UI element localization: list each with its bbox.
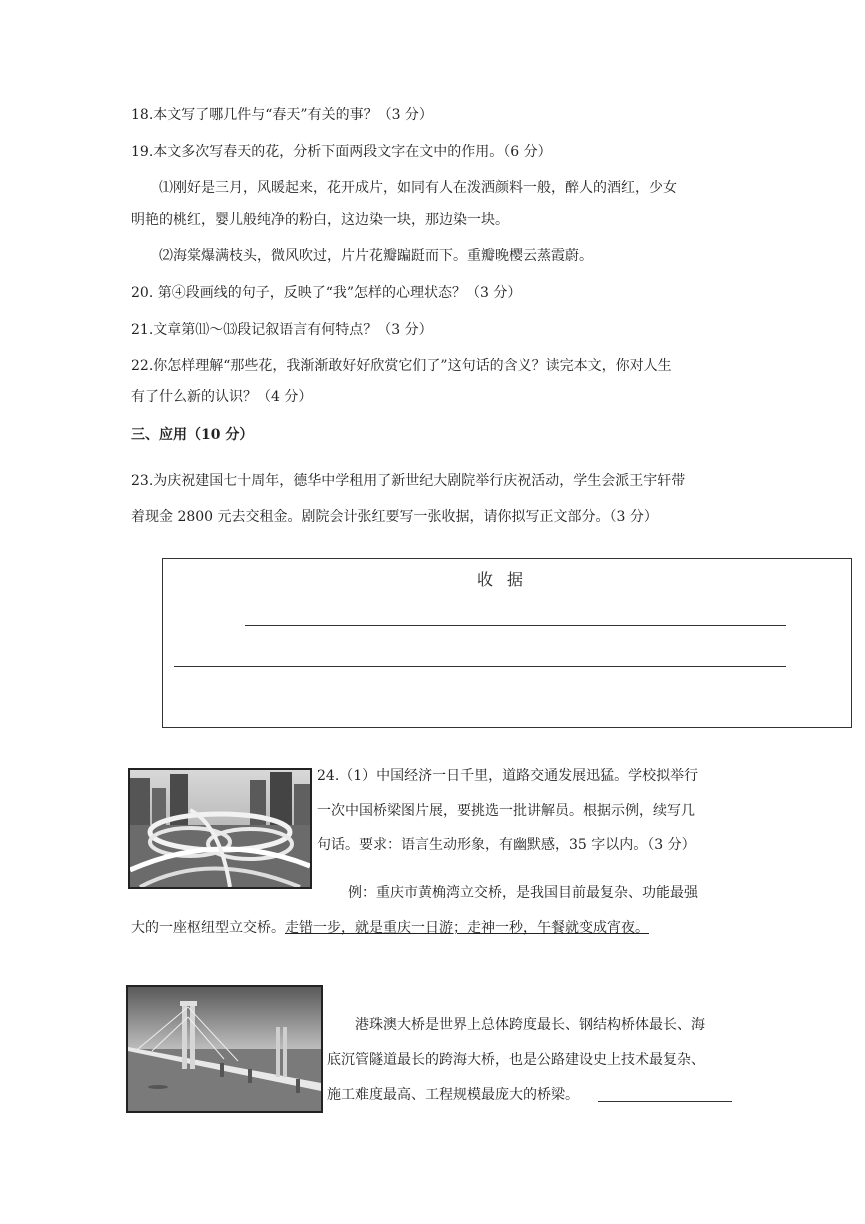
- question-19-passage-2: ⑵海棠爆满枝头，微风吹过，片片花瓣蹁跹而下。重瓣晚樱云蒸霞蔚。: [159, 248, 593, 264]
- question-24-example-line-2: [131, 918, 649, 938]
- interchange-bridge-photo: [128, 768, 312, 889]
- section-3-heading: 三、应用（10 分）: [131, 427, 254, 443]
- receipt-answer-line-2[interactable]: [174, 666, 786, 667]
- question-21: 21.文章第⑾～⒀段记叙语言有何特点？（3 分）: [131, 322, 433, 338]
- question-24-example-line-1: 例：重庆市黄桷湾立交桥，是我国目前最复杂、功能最强: [348, 885, 698, 901]
- question-19-passage-1-line-2: 明艳的桃红，婴儿般纯净的粉白，这边染一块，那边染一块。: [131, 212, 509, 228]
- question-18: 18.本文写了哪几件与“春天”有关的事？（3 分）: [131, 107, 433, 123]
- example-plain-text: 大的一座枢纽型立交桥。: [131, 920, 285, 936]
- question-24-line-3: 句话。要求：语言生动形象，有幽默感，35 字以内。（3 分）: [317, 837, 696, 853]
- receipt-answer-line-1[interactable]: [245, 625, 786, 626]
- question-24-line-2: 一次中国桥梁图片展，要挑选一批讲解员。根据示例，续写几: [317, 803, 695, 819]
- question-19: 19.本文多次写春天的花，分析下面两段文字在文中的作用。（6 分）: [131, 144, 552, 160]
- receipt-box: [162, 558, 852, 728]
- bridge-text-line-2: 底沉管隧道最长的跨海大桥，也是公路建设史上技术最复杂、: [327, 1052, 705, 1068]
- question-23-line-1: 23.为庆祝建国七十周年，德华中学租用了新世纪大剧院举行庆祝活动，学生会派王宇轩带: [131, 473, 686, 489]
- bridge-text-line-1: 港珠澳大桥是世界上总体跨度最长、钢结构桥体最长、海: [355, 1017, 705, 1033]
- question-20: 20. 第④段画线的句子，反映了“我”怎样的心理状态？（3 分）: [131, 285, 522, 301]
- bridge-text-line-3: 施工难度最高、工程规模最庞大的桥梁。: [327, 1087, 579, 1103]
- question-19-passage-1-line-1: ⑴刚好是三月，风暖起来，花开成片，如同有人在泼洒颜料一般，醉人的酒红，少女: [159, 180, 677, 196]
- question-23-line-2: 着现金 2800 元去交租金。剧院会计张红要写一张收据，请你拟写正文部分。（3 分）: [131, 509, 658, 525]
- question-22-line-2: 有了什么新的认识？（4 分）: [131, 389, 313, 405]
- hzmb-bridge-photo: [126, 985, 323, 1113]
- sea-bridge-image-icon: [128, 987, 321, 1111]
- example-underlined-text: 走错一步，就是重庆一日游；走神一秒，午餐就变成宵夜。: [285, 920, 649, 936]
- bridge-answer-line[interactable]: [598, 1101, 732, 1102]
- receipt-title: 收据: [476, 570, 537, 589]
- question-24-line-1: 24.（1）中国经济一日千里，道路交通发展迅猛。学校拟举行: [317, 768, 699, 784]
- interchange-bridge-image-icon: [130, 770, 310, 887]
- question-22-line-1: 22.你怎样理解“那些花，我渐渐敢好好欣赏它们了”这句话的含义？读完本文，你对人生: [131, 358, 672, 374]
